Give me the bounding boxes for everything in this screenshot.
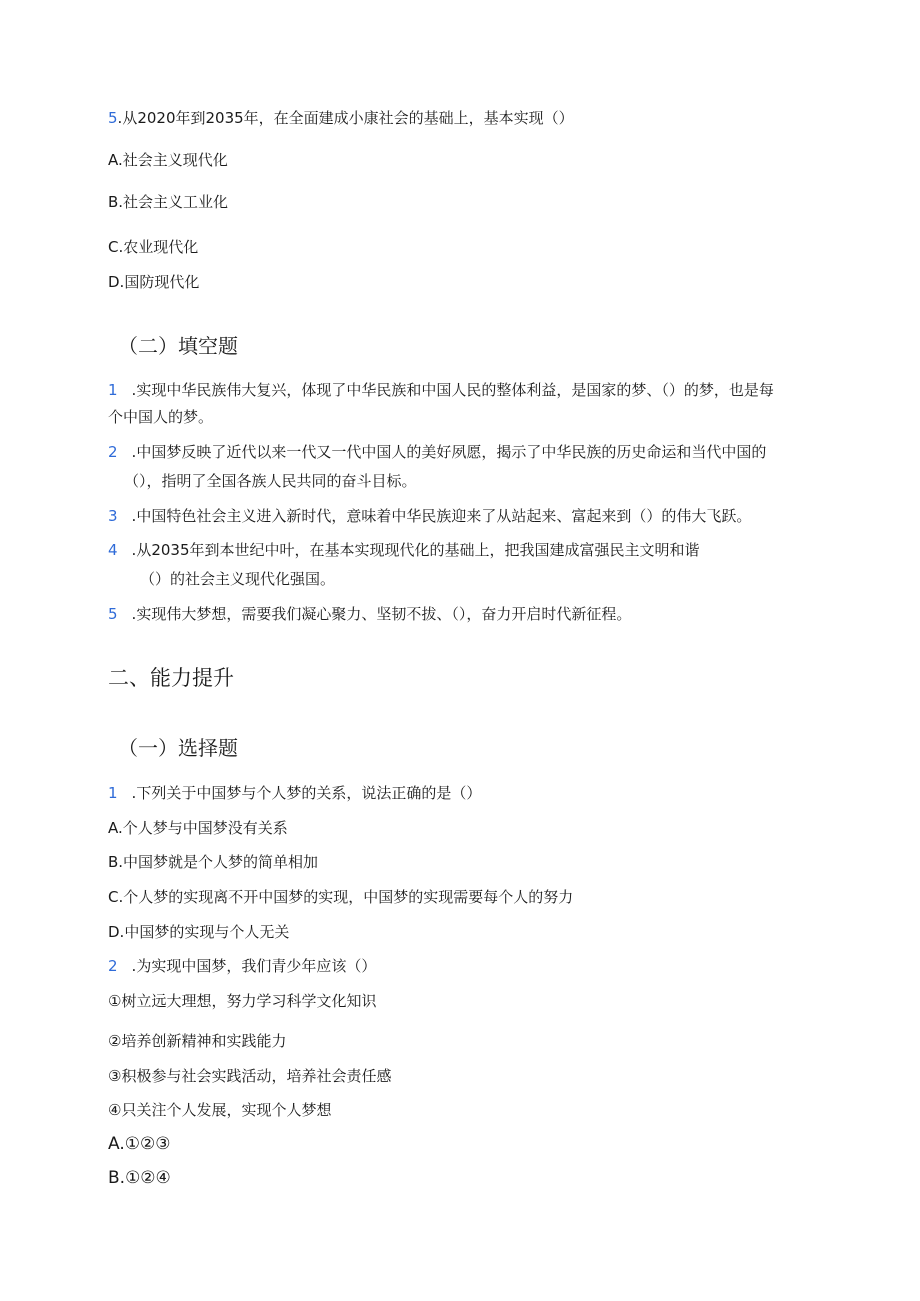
fill-item-text: .实现伟大梦想，需要我们凝心聚力、坚韧不拔、（），奋力开启时代新征程。 xyxy=(131,605,632,623)
fill-item-1 xyxy=(108,380,774,400)
question-stem: .下列关于中国梦与个人梦的关系，说法正确的是（） xyxy=(131,784,482,802)
question-number: 5 xyxy=(108,109,118,127)
fill-item-number: 4 xyxy=(108,541,118,559)
statement-3: ③积极参与社会实践活动，培养社会责任感 xyxy=(108,1067,392,1085)
fill-item-text: .实现中华民族伟大复兴，体现了中华民族和中国人民的整体利益，是国家的梦、（）的梦，也是每 xyxy=(131,381,774,399)
option-c: C.农业现代化 xyxy=(108,238,199,256)
fill-item-3 xyxy=(108,506,751,526)
option-a: A.社会主义现代化 xyxy=(108,151,228,169)
fill-item-number: 3 xyxy=(108,507,118,525)
fill-item-number: 1 xyxy=(108,381,118,399)
question-number: 2 xyxy=(108,957,118,975)
fill-item-text: .从2035年到本世纪中叶，在基本实现现代化的基础上，把我国建成富强民主文明和谐 xyxy=(131,541,700,559)
fill-item-text: .中国梦反映了近代以来一代又一代中国人的美好夙愿，揭示了中华民族的历史命运和当代中国的 xyxy=(131,443,767,461)
fill-item-2 xyxy=(108,442,766,462)
question-stem: .为实现中国梦，我们青少年应该（） xyxy=(131,957,377,975)
statement-4: ④只关注个人发展，实现个人梦想 xyxy=(108,1101,332,1119)
fill-item-text: .中国特色社会主义进入新时代，意味着中华民族迎来了从站起来、富起来到（）的伟大飞跃。 xyxy=(131,507,752,525)
choice-q2-option-a: A.①②③ xyxy=(108,1134,171,1154)
statement-1: ①树立远大理想，努力学习科学文化知识 xyxy=(108,992,377,1010)
option-b: B.社会主义工业化 xyxy=(108,193,229,211)
choice-question-2 xyxy=(108,956,376,976)
fill-item-5 xyxy=(108,604,631,624)
fill-item-4-cont: （）的社会主义现代化强国。 xyxy=(140,570,336,588)
choice-q1-option-b: B.中国梦就是个人梦的简单相加 xyxy=(108,853,319,871)
fill-item-2-cont: （），指明了全国各族人民共同的奋斗目标。 xyxy=(124,472,417,490)
fill-item-number: 5 xyxy=(108,605,118,623)
choice-q2-option-b: B.①②④ xyxy=(108,1168,171,1188)
choice-section-title: （一）选择题 xyxy=(118,736,238,760)
question-stem: .从2020年到2035年，在全面建成小康社会的基础上，基本实现（） xyxy=(117,109,574,127)
fill-section-title: （二）填空题 xyxy=(118,334,238,358)
question-5 xyxy=(108,108,574,128)
fill-item-number: 2 xyxy=(108,443,118,461)
choice-question-1 xyxy=(108,783,481,803)
fill-item-1-cont: 个中国人的梦。 xyxy=(108,408,214,426)
choice-q1-option-d: D.中国梦的实现与个人无关 xyxy=(108,923,290,941)
fill-item-4 xyxy=(108,540,700,560)
choice-q1-option-c: C.个人梦的实现离不开中国梦的实现，中国梦的实现需要每个人的努力 xyxy=(108,888,574,906)
option-d: D.国防现代化 xyxy=(108,273,200,291)
choice-q1-option-a: A.个人梦与中国梦没有关系 xyxy=(108,819,288,837)
question-number: 1 xyxy=(108,784,118,802)
statement-2: ②培养创新精神和实践能力 xyxy=(108,1032,287,1050)
ability-section-title: 二、能力提升 xyxy=(108,666,234,690)
